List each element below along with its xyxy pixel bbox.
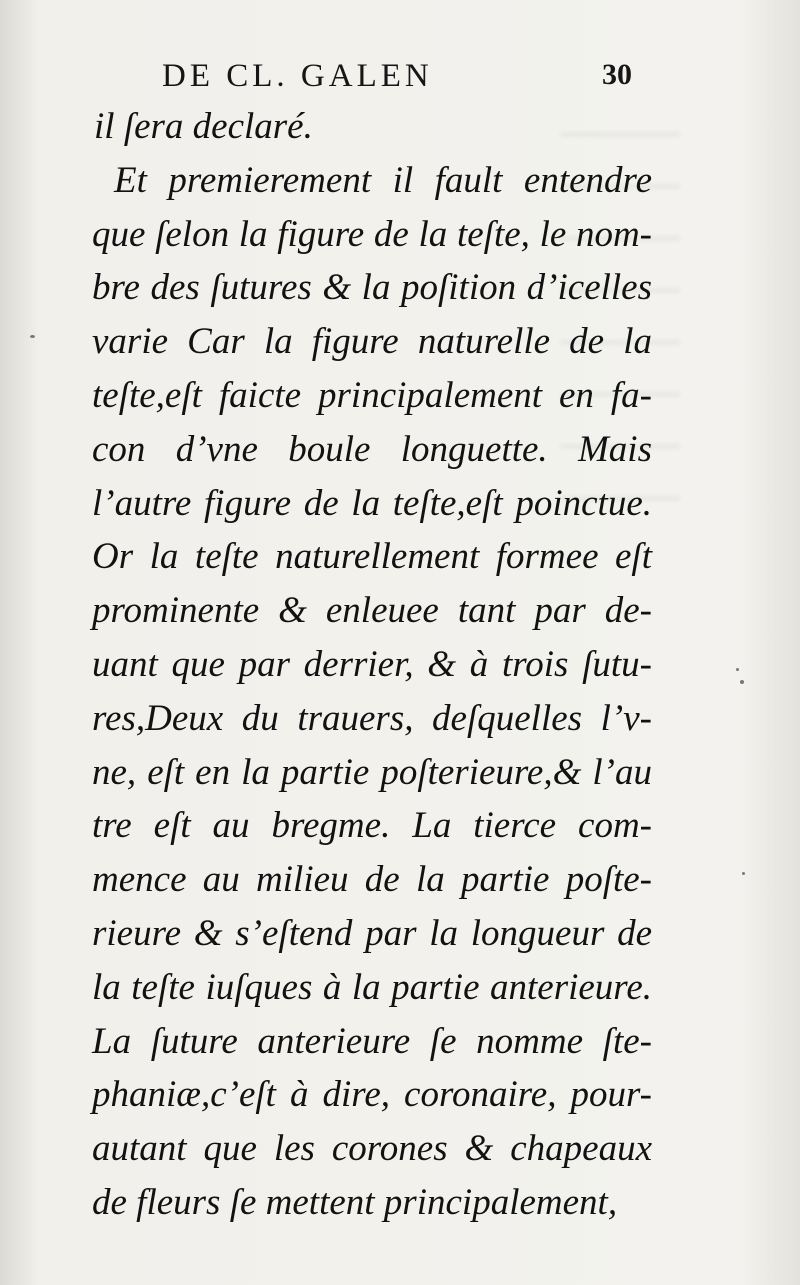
text-line: que ſelon la figure de la teſte, le nom- [92, 213, 652, 255]
text-line: La ſuture anterieure ſe nomme ſte- [92, 1020, 652, 1062]
text-line: Et premierement il fault entendre [114, 159, 652, 201]
text-line: varie Car la figure naturelle de la [92, 321, 652, 363]
text-line: prominente & enleuee tant par de- [92, 590, 652, 632]
text-line: bre des ſutures & la poſition d’icelles [92, 267, 652, 309]
text-line: mence au milieu de la partie poſte- [92, 859, 652, 901]
text-line: Or la teſte naturellement formee eſt [92, 536, 652, 578]
page-header [150, 52, 650, 102]
text-line: l’autre figure de la teſte,eſt poinctue. [92, 482, 652, 524]
text-line: autant que les corones & chapeaux [92, 1128, 652, 1170]
text-line: phaniæ,c’eſt à dire, coronaire, pour- [92, 1074, 652, 1116]
ink-speck [740, 680, 744, 684]
text-line: res,Deux du trauers, deſquelles l’v- [92, 697, 652, 739]
text-line: il ſera declaré. [94, 106, 313, 147]
ink-speck [736, 668, 739, 671]
ink-speck [30, 335, 35, 338]
ink-speck [742, 872, 745, 875]
text-line: teſte,eſt faicte principalement en fa- [92, 374, 652, 416]
text-line: de fleurs ſe mettent principalement, [92, 1181, 618, 1223]
running-title: DE CL. GALEN [162, 58, 433, 94]
text-line: la teſte iuſques à la partie anterieure. [92, 966, 652, 1008]
text-line: ne, eſt en la partie poſterieure,& l’au [92, 751, 652, 793]
page-number: 30 [602, 58, 632, 91]
text-line: rieure & s’eſtend par la longueur de [92, 912, 652, 954]
text-line: uant que par derrier, & à trois ſutu- [92, 643, 652, 685]
text-line: tre eſt au bregme. La tierce com- [92, 805, 652, 847]
body-text [92, 100, 652, 1230]
text-line: con d’vne boule longuette. Mais [92, 428, 652, 470]
